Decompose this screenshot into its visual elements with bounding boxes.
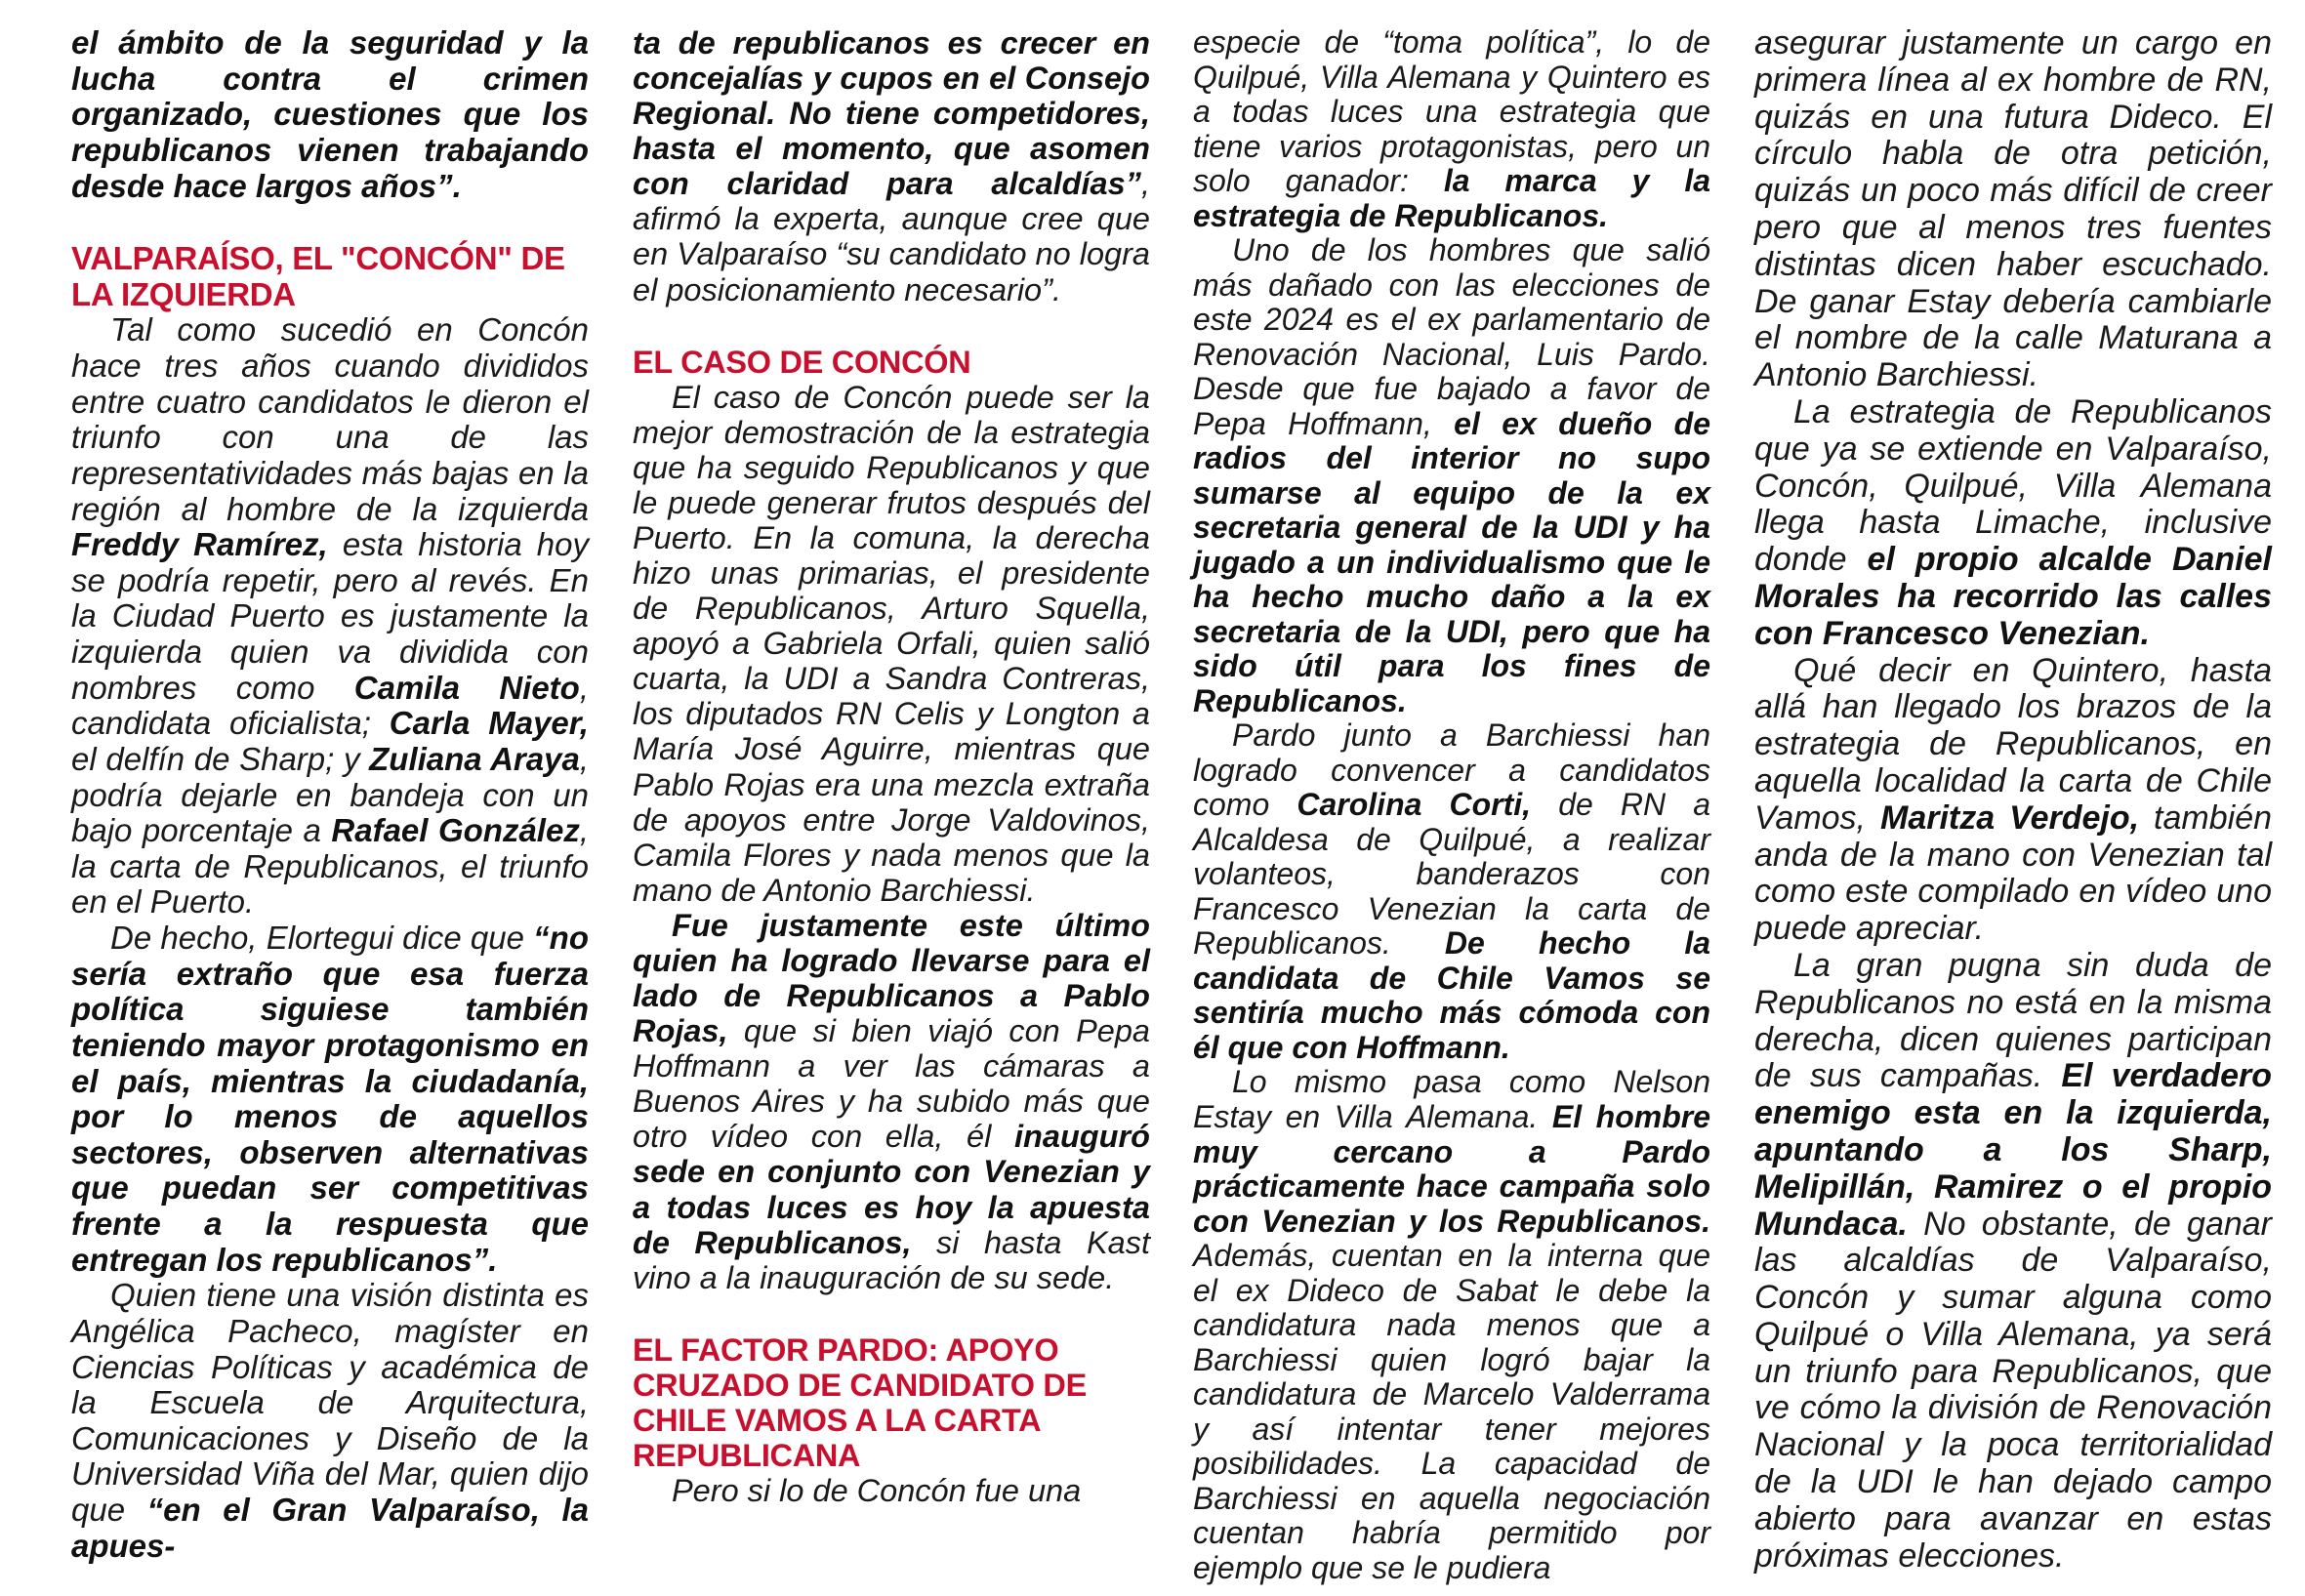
article-column-4 (1754, 25, 2272, 1575)
bold-text-run: Camila Nieto (353, 669, 580, 706)
bold-text-run: “en el Gran Valparaíso, la apues- (71, 1492, 589, 1564)
text-run: Quien tiene una visión distinta es Angélica Pacheco, magíster en Ciencias Políticas y académica de la Escuela de Arquitectura, Comunicaciones y Diseño de la Universidad Viña del Mar, quien dijo que (71, 1277, 589, 1528)
bold-text-run: el ámbito de la seguridad y la lucha contra el crimen organizado, cuestiones que los republicanos vienen trabajando desde hace largos años”. (71, 24, 589, 204)
text-run: , afirmó la experta, aunque cree que en Valparaíso “su candidato no logra el posicionamiento necesario”. (633, 166, 1150, 307)
bold-text-run: inauguró sede en conjunto con Venezian y a todas luces es hoy la apuesta de Republicanos, (633, 1119, 1150, 1260)
text-run: , podría dejarle en bandeja con un bajo porcentaje a (71, 740, 589, 849)
bold-text-run: el ex dueño de radios del interior no supo sumarse al equipo de la ex secretaria general de la UDI y ha jugado a un individualismo que le ha hecho mucho daño a la ex secretaria de la UDI, pero que ha sido útil para los fines de Republicanos. (1193, 405, 1710, 718)
bold-text-run: ta de republicanos es crecer en concejalías y cupos en el Consejo Regional. No tiene competidores, hasta el momento, que asomen con claridad para alcaldías” (633, 25, 1150, 202)
article-paragraph (633, 25, 1150, 307)
bold-text-run: Zuliana Araya (369, 740, 580, 777)
bold-text-run: Carla Mayer, (389, 705, 589, 742)
text-run: que si bien viajó con Pepa Hoffmann a ver las cámaras a Buenos Aires y ha subido más que otro vídeo con ella, él (633, 1013, 1150, 1155)
text-run: Pero si lo de Concón fue una (672, 1473, 1082, 1509)
bold-text-run: “no sería extraño que esa fuerza política siguiese también teniendo mayor protagonismo en el país, mientras la ciudadanía, por lo menos de aquellos sectores, observen alternativas que puedan ser competitivas frente a la respuesta que entregan los republicanos”. (71, 920, 589, 1278)
bold-text-run: Rafael González (331, 812, 580, 849)
text-run: asegurar justamente un cargo en primera línea al ex hombre de RN, quizás en una futura Dideco. El círculo habla de otra petición, quizás un poco más difícil de creer pero que al menos tres fuentes distintas dicen haber escuchado. De ganar Estay debería cambiarle el nombre de la calle Maturana a Antonio Barchiessi. (1754, 24, 2272, 394)
article-paragraph (71, 25, 589, 204)
section-subheading: VALPARAÍSO, EL "CONCÓN" DE LA IZQUIERDA (71, 240, 565, 312)
article-paragraph (1193, 233, 1710, 718)
text-run: El caso de Concón puede ser la mejor demostración de la estrategia que ha seguido Republicanos y que le puede generar frutos después del Puerto. En la comuna, la derecha hizo unas primarias, el presidente de Republicanos, Arturo Squella, apoyó a Gabriela Orfali, quien salió cuarta, la UDI a Sandra Contreras, los diputados RN Celis y Longton a María José Aguirre, mientras que Pablo Rojas era una mezcla extraña de apoyos entre Jorge Valdovinos, Camila Flores y nada menos que la mano de Antonio Barchiessi. (633, 379, 1150, 908)
text-run: esta historia hoy se podría repetir, pero al revés. En la Ciudad Puerto es justamente la izquierda quien va dividida con nombres como (71, 526, 590, 706)
section-subheading: EL CASO DE CONCÓN (633, 344, 971, 380)
text-run: Pardo junto a Barchiessi han logrado convencer a candidatos como (1193, 717, 1710, 823)
text-run: Qué decir en Quintero, hasta allá han llegado los brazos de la estrategia de Republicanos, en aquella localidad la carta de Chile Vamos, (1754, 651, 2272, 837)
bold-text-run: el propio alcalde Daniel Morales ha recorrido las calles con Francesco Venezian. (1754, 541, 2272, 652)
bold-text-run: Freddy Ramírez, (71, 526, 328, 563)
bold-text-run: Carolina Corti, (1297, 787, 1532, 823)
article-paragraph (1754, 948, 2272, 1576)
article-paragraph (633, 908, 1150, 1295)
text-run: Uno de los hombres que salió más dañado con las elecciones de este 2024 es el ex parlamentario de Renovación Nacional, Luis Pardo. Desde que fue bajado a favor de Pepa Hoffmann, (1193, 232, 1710, 441)
text-run: Lo mismo pasa como Nelson Estay en Villa Alemana. (1193, 1064, 1710, 1134)
bold-text-run: la marca y la estrategia de Republicanos. (1193, 163, 1711, 233)
article-paragraph (633, 1473, 1150, 1508)
article-paragraph (71, 312, 589, 921)
bold-text-run: El hombre muy cercano a Pardo prácticamente hace campaña solo con Venezian y los Republicanos. (1193, 1098, 1711, 1239)
article-column-3 (1193, 25, 1710, 1585)
text-run: de RN a Alcaldesa de Quilpué, a realizar volanteos, banderazos con Francesco Venezian la carta de Republicanos. (1193, 787, 1711, 962)
text-run: el delfín de Sharp; y (71, 740, 370, 777)
text-run: De hecho, Elortegui dice que (110, 920, 534, 956)
bold-text-run: Fue justamente este último quien ha logrado llevarse para el lado de Republicanos a Pablo Rojas, (633, 907, 1150, 1049)
text-run: La gran pugna sin duda de Republicanos no está en la misma derecha, dicen quienes participan de sus campañas. (1754, 946, 2272, 1095)
article-paragraph (1754, 394, 2272, 653)
article-column-2 (633, 25, 1150, 1508)
article-paragraph (1754, 25, 2272, 394)
article-paragraph (1193, 25, 1710, 233)
text-run: también anda de la mano con Venezian tal como este compilado en vídeo uno puede apreciar. (1754, 798, 2273, 948)
article-paragraph (71, 1278, 589, 1564)
text-run: La estrategia de Republicanos que ya se extiende en Valparaíso, Concón, Quilpué, Villa Alemana llega hasta Limache, inclusive donde (1754, 392, 2272, 579)
section-subheading: EL FACTOR PARDO: APOYO CRUZADO DE CANDIDATO DE CHILE VAMOS A LA CARTA REPUBLICANA (633, 1331, 1087, 1473)
text-run: Tal como sucedió en Concón hace tres años cuando divididos entre cuatro candidatos le dieron el triunfo con una de las representatividades más bajas en la región al hombre de la izquierda (71, 311, 589, 527)
article-paragraph (1193, 1065, 1710, 1585)
bold-text-run: El verdadero enemigo esta en la izquierda, apuntando a los Sharp, Melipillán, Ramirez o el propio Mundaca. (1754, 1057, 2272, 1243)
text-run: si hasta Kast vino a la inauguración de su sede. (633, 1224, 1150, 1295)
text-run: No obstante, de ganar las alcaldías de Valparaíso, Concón y sumar alguna como Quilpué o Villa Alemana, ya será un triunfo para Republicanos, que ve cómo la división de Renovación Nacional y la poca territorialidad de la UDI le han dejado campo abierto para avanzar en estas próximas elecciones. (1754, 1205, 2272, 1575)
text-run: , candidata oficialista; (71, 669, 589, 742)
article-paragraph (1193, 718, 1710, 1065)
article-paragraph (633, 380, 1150, 908)
bold-text-run: Maritza Verdejo, (1880, 798, 2140, 837)
bold-text-run: De hecho la candidata de Chile Vamos se sentiría mucho más cómoda con él que con Hoffmann. (1193, 925, 1710, 1065)
article-paragraph (1754, 653, 2272, 948)
text-run: , la carta de Republicanos, el triunfo en el Puerto. (71, 812, 590, 921)
text-run: Además, cuentan en la interna que el ex Dideco de Sabat le debe la candidatura nada menos que a Barchiessi quien logró bajar la candidatura de Marcelo Valderrama y así intentar tener mejores posibilidades. La capacidad de Barchiessi en aquella negociación cuentan habría permitido por ejemplo que se le pudiera (1193, 1238, 1710, 1585)
article-column-1 (71, 25, 589, 1564)
article-paragraph (71, 921, 589, 1278)
text-run: especie de “toma política”, lo de Quilpué, Villa Alemana y Quintero es a todas luces una estrategia que tiene varios protagonistas, pero un solo ganador: (1193, 24, 1710, 199)
